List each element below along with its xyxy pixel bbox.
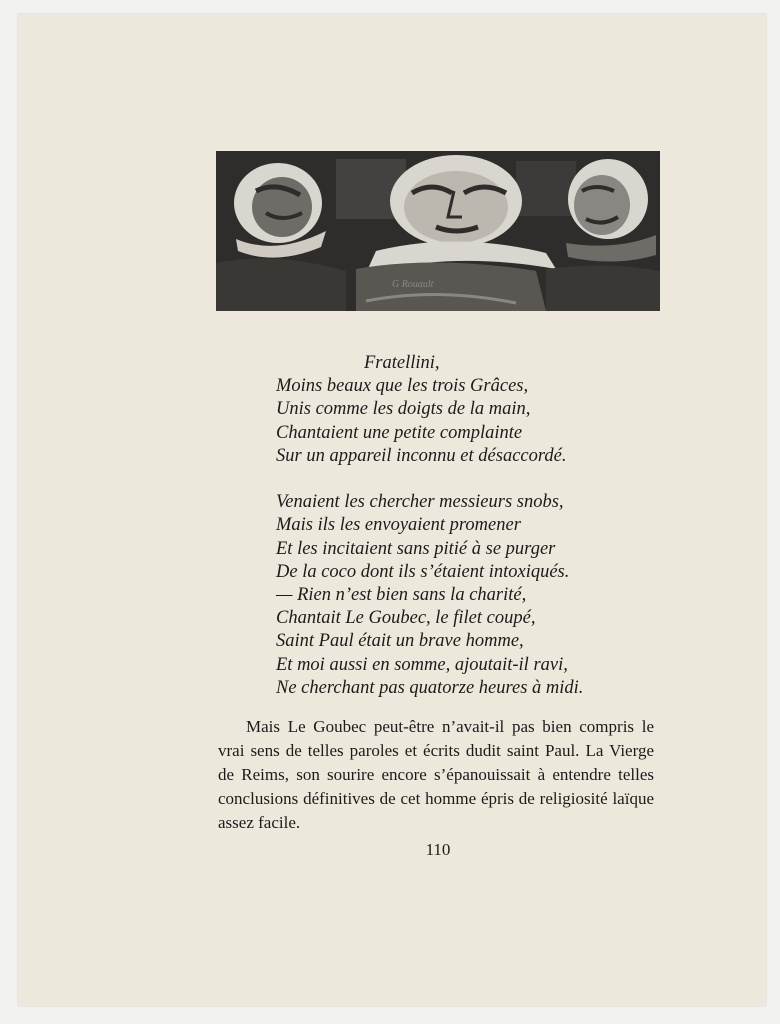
poem-line: Sur un appareil inconnu et désaccordé. bbox=[276, 445, 567, 466]
prose-paragraph bbox=[218, 715, 654, 835]
poem-line: Chantait Le Goubec, le filet coupé, bbox=[276, 608, 536, 629]
book-page bbox=[18, 14, 766, 1006]
prose-text: Mais Le Goubec peut-être n’avait-il pas bien compris le vrai sens de telles paroles et écrits dudit saint Paul. La Vierge de Reims, son sourire encore s’épanouissait à entendre telles conclusions définitives de cet homme épris de religiosité laïque assez facile. bbox=[218, 717, 654, 832]
poem-line: Et moi aussi en somme, ajoutait-il ravi, bbox=[276, 654, 568, 675]
poem-line: Venaient les chercher messieurs snobs, bbox=[276, 492, 564, 513]
poem-title: Fratellini, bbox=[364, 353, 440, 373]
poem-line: Saint Paul était un brave homme, bbox=[276, 631, 524, 652]
page-number: 110 bbox=[425, 840, 451, 859]
poem-line: Unis comme les doigts de la main, bbox=[276, 399, 531, 420]
poem-line: Mais ils les envoyaient promener bbox=[276, 515, 521, 536]
poem-line: Et les incitaient sans pitié à se purger bbox=[276, 538, 556, 559]
poem-line: Moins beaux que les trois Grâces, bbox=[276, 376, 529, 397]
stanza-break bbox=[276, 468, 583, 491]
poem-line: Ne cherchant pas quatorze heures à midi. bbox=[276, 677, 584, 698]
woodcut-illustration bbox=[216, 151, 660, 311]
poem-line: De la coco dont ils s’étaient intoxiqués. bbox=[276, 561, 570, 582]
illustration-signature: G Rouault bbox=[392, 279, 434, 290]
poem bbox=[276, 352, 583, 700]
poem-line: — Rien n’est bien sans la charité, bbox=[276, 585, 527, 606]
woodcut-three-faces-icon bbox=[216, 151, 660, 311]
poem-line: Chantaient une petite complainte bbox=[276, 422, 523, 443]
